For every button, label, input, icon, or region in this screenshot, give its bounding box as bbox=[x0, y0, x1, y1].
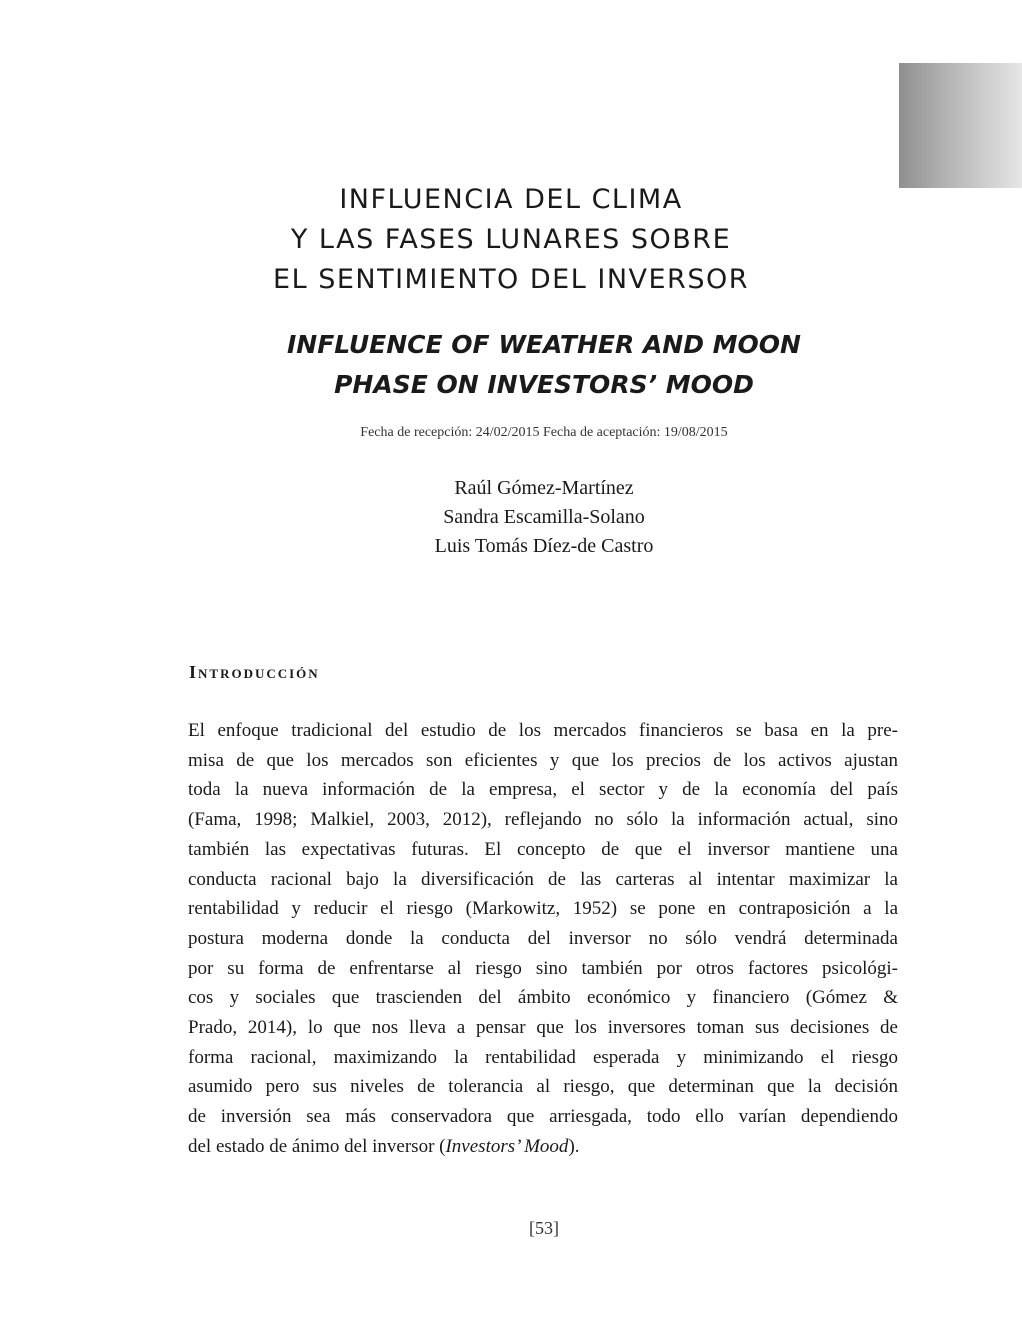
title-line: Y LAS FASES LUNARES SOBRE bbox=[290, 224, 732, 255]
paragraph-line: de inversión sea más conservadora que arriesgada, todo ello varían dependiendo bbox=[188, 1106, 898, 1128]
chapter-thumb-tab bbox=[899, 63, 1022, 188]
italic-term: Investors’ Mood bbox=[445, 1135, 569, 1157]
paragraph-line: por su forma de enfrentarse al riesgo sino también por otros factores psicológi- bbox=[188, 957, 898, 979]
last-line-text: del estado de ánimo del inversor ( bbox=[188, 1135, 446, 1157]
paragraph-line: toda la nueva información de la empresa, el sector y de la economía del país bbox=[188, 779, 898, 801]
paragraph-line: El enfoque tradicional del estudio de los mercados financieros se basa en la pre- bbox=[188, 720, 898, 741]
paragraph-last-line bbox=[188, 1132, 898, 1162]
paragraph-line: postura moderna donde la conducta del inversor no sólo vendrá determinada bbox=[188, 927, 898, 949]
last-line-closing: ). bbox=[568, 1135, 580, 1157]
author-name: Raúl Gómez-Martínez bbox=[454, 477, 634, 499]
paragraph-line: rentabilidad y reducir el riesgo (Markowitz, 1952) se pone en contraposición a la bbox=[188, 898, 898, 920]
paragraph-line: también las expectativas futuras. El concepto de que el inversor mantiene una bbox=[188, 838, 898, 860]
paragraph-line: Prado, 2014), lo que nos lleva a pensar que los inversores toman sus decisiones de bbox=[188, 1017, 898, 1039]
paragraph-line: (Fama, 1998; Malkiel, 2003, 2012), reflejando no sólo la información actual, sino bbox=[188, 809, 898, 831]
page-number: [53] bbox=[529, 1218, 559, 1238]
paragraph-line: misa de que los mercados son eficientes y que los precios de los activos ajustan bbox=[188, 749, 898, 771]
title-line: INFLUENCIA DEL CLIMA bbox=[339, 184, 683, 215]
author-name: Luis Tomás Díez-de Castro bbox=[434, 535, 654, 557]
paragraph-line: conducta racional bajo la diversificación de las carteras al intentar maximizar la bbox=[188, 868, 898, 890]
title-line: EL SENTIMIENTO DEL INVERSOR bbox=[273, 264, 749, 295]
paragraph-line: asumido pero sus niveles de tolerancia al riesgo, que determinan que la decisión bbox=[188, 1076, 898, 1098]
paragraph-line: cos y sociales que trascienden del ámbito económico y financiero (Gómez & bbox=[188, 987, 898, 1009]
reception-acceptance-dates: Fecha de recepción: 24/02/2015 Fecha de aceptación: 19/08/2015 bbox=[360, 425, 728, 440]
title-spanish bbox=[0, 180, 1022, 300]
paragraph-line: forma racional, maximizando la rentabilidad esperada y minimizando el riesgo bbox=[188, 1046, 898, 1068]
title-english bbox=[0, 325, 1022, 405]
section-heading: Introducción bbox=[189, 662, 320, 682]
introduction-paragraph bbox=[188, 716, 898, 1162]
subtitle-line: PHASE ON INVESTORS’ MOOD bbox=[334, 370, 754, 399]
subtitle-line: INFLUENCE OF WEATHER AND MOON bbox=[287, 330, 801, 359]
author-list bbox=[0, 474, 1022, 561]
author-name: Sandra Escamilla-Solano bbox=[443, 506, 645, 528]
